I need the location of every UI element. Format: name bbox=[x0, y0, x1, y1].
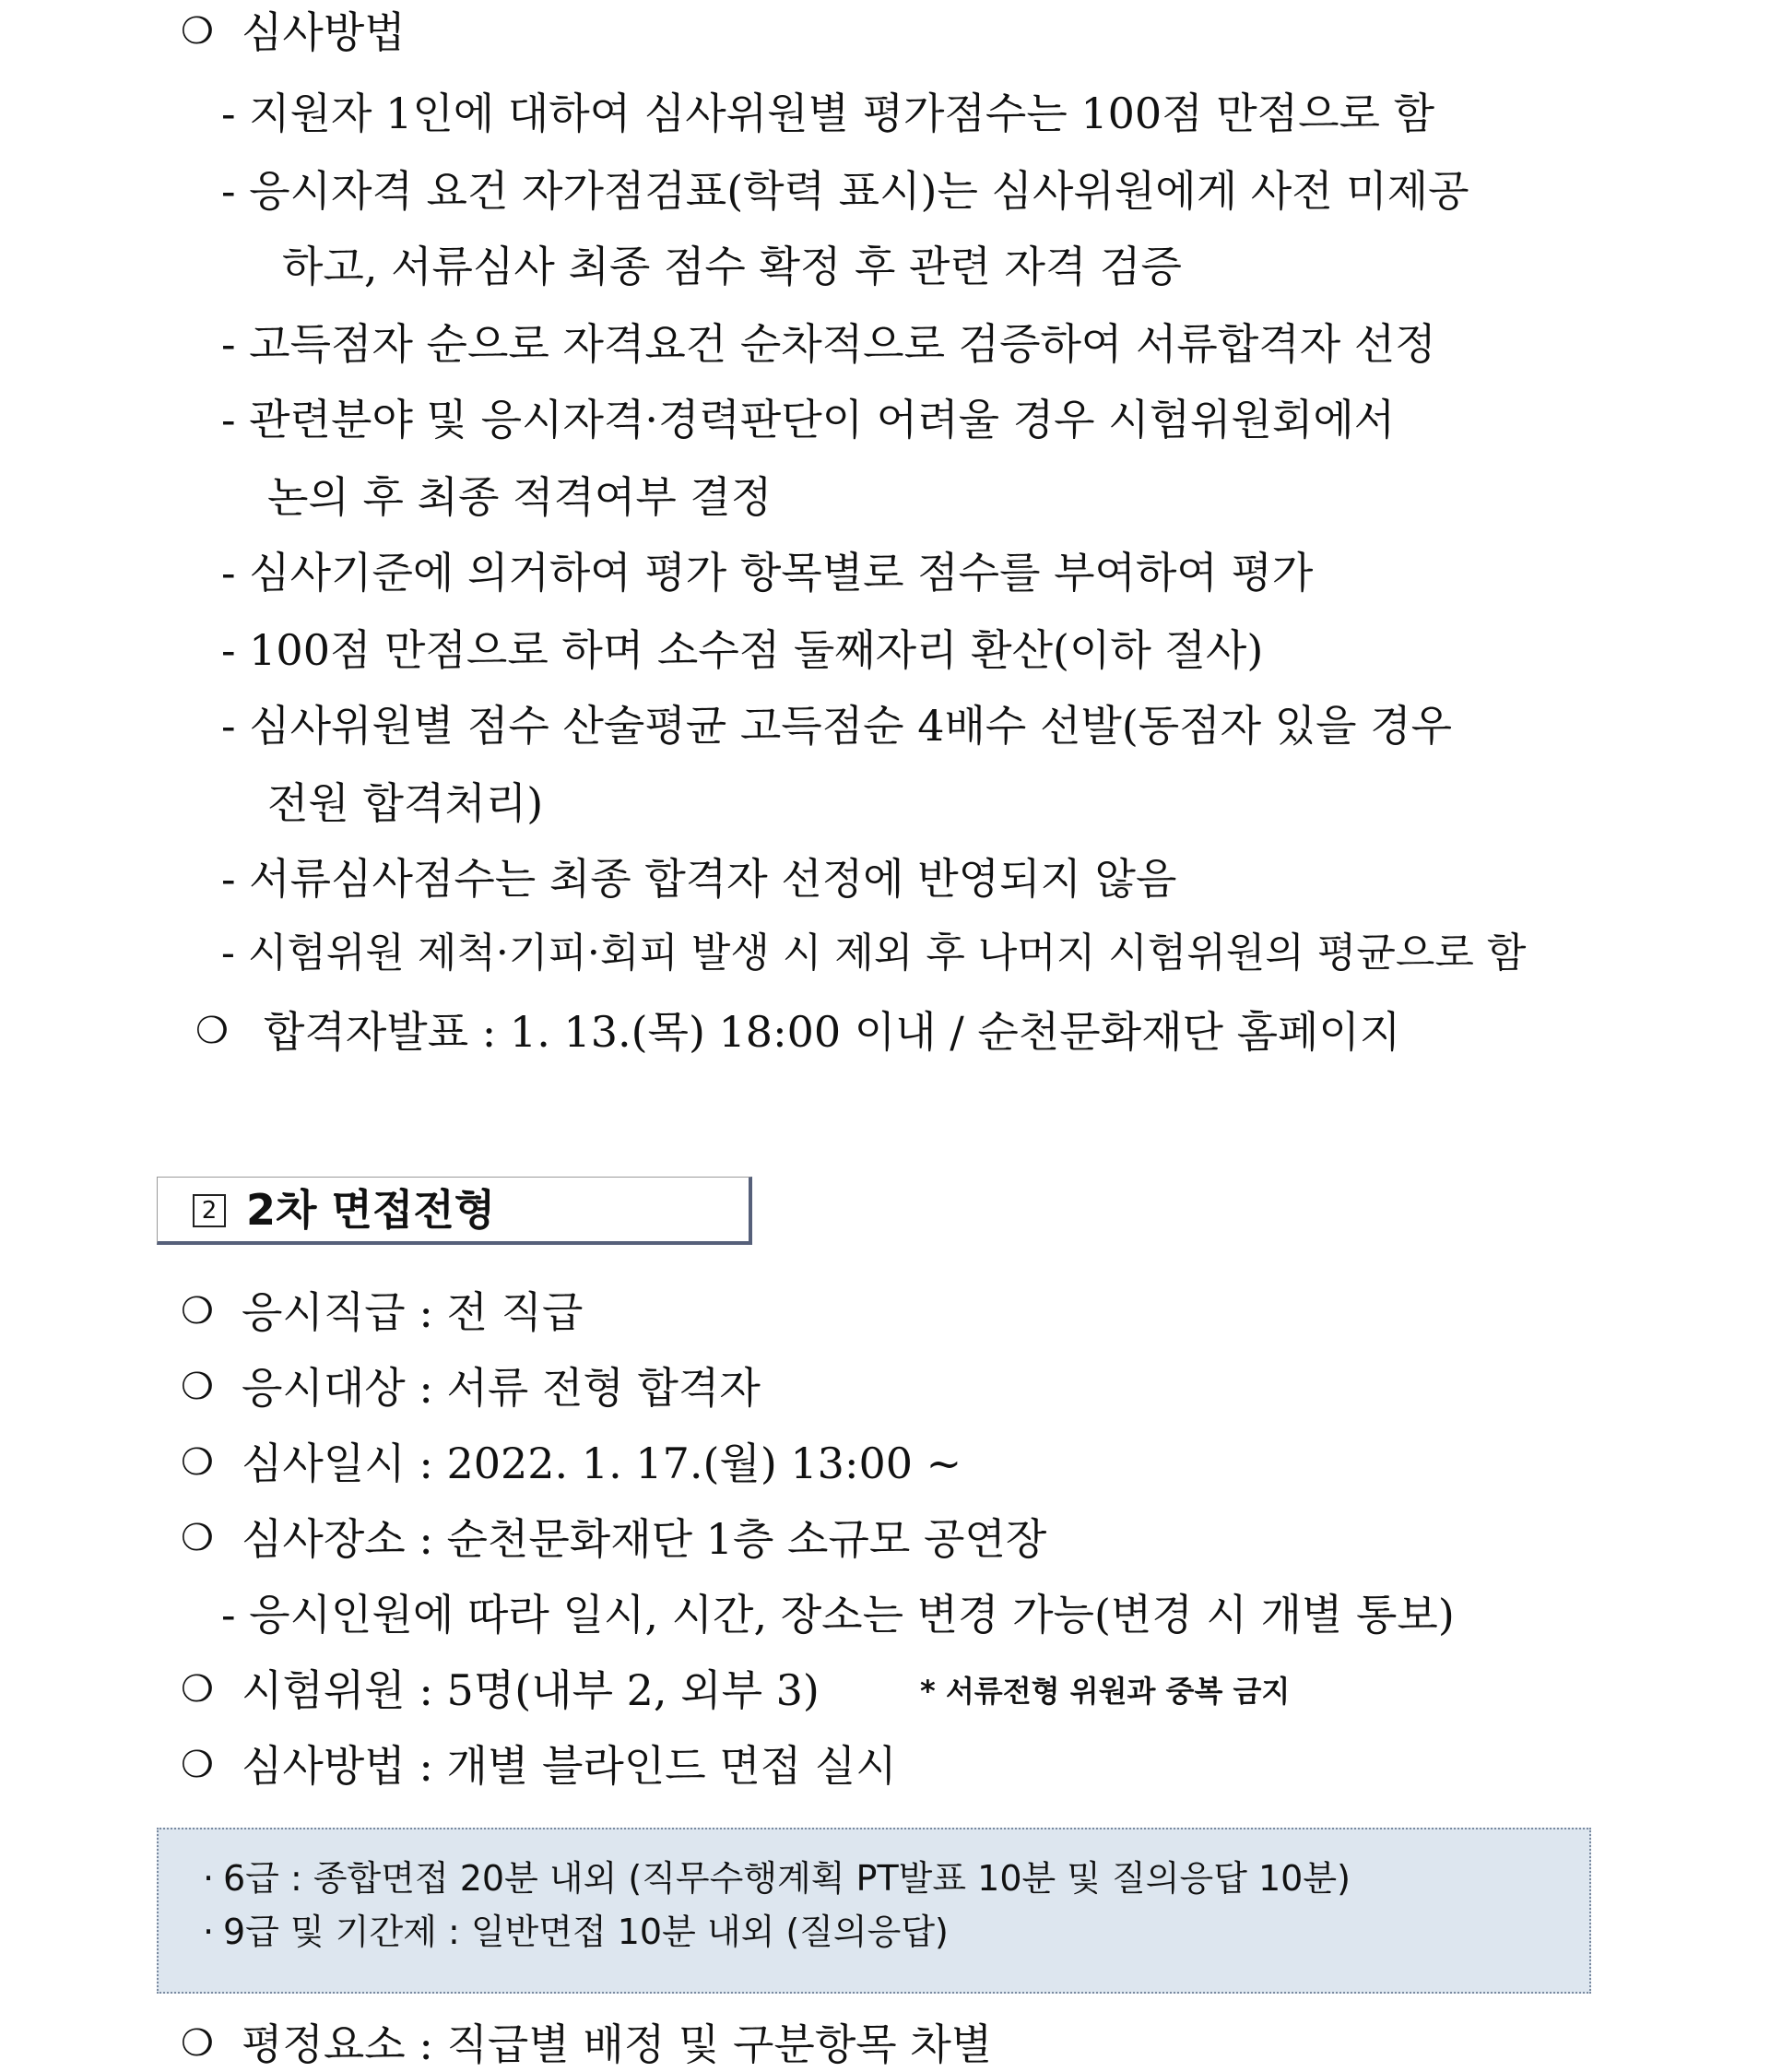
circle-bullet: ❍ bbox=[195, 1010, 229, 1052]
info-line bbox=[203, 1912, 949, 1952]
place-item: 심사장소 : 순천문화재단 1층 소규모 공연장 bbox=[242, 1514, 1047, 1564]
list-item: - 응시자격 요건 자가점검표(학력 표시)는 심사위원에게 사전 미제공 bbox=[221, 166, 1469, 216]
bullet-dot: · bbox=[203, 1858, 215, 1899]
list-item: - 관련분야 및 응시자격·경력판단이 어려울 경우 시험위원회에서 bbox=[221, 395, 1396, 444]
list-item: - 서류심사점수는 최종 합격자 선정에 반영되지 않음 bbox=[221, 854, 1177, 904]
section-header bbox=[157, 1177, 752, 1245]
list-item-continuation: 논의 후 최종 적격여부 결정 bbox=[267, 472, 773, 522]
circle-bullet: ❍ bbox=[181, 1441, 214, 1484]
examiners-item: 시험위원 : 5명(내부 2, 외부 3) bbox=[242, 1665, 820, 1715]
examiners-note: * 서류전형 위원과 중복 금지 bbox=[920, 1674, 1291, 1709]
circle-bullet: ❍ bbox=[181, 1517, 214, 1559]
info-line-text: 6급 : 종합면접 20분 내외 (직무수행계획 PT발표 10분 및 질의응답 10분) bbox=[223, 1858, 1351, 1899]
place-note: - 응시인원에 따라 일시, 시간, 장소는 변경 가능(변경 시 개별 통보) bbox=[221, 1590, 1455, 1640]
list-item: - 심사위원별 점수 산술평균 고득점순 4배수 선발(동점자 있을 경우 bbox=[221, 701, 1453, 751]
circle-bullet: ❍ bbox=[181, 1744, 214, 1786]
circle-bullet: ❍ bbox=[181, 1668, 214, 1711]
info-line-text: 9급 및 기간제 : 일반면접 10분 내외 (질의응답) bbox=[223, 1912, 949, 1952]
interview-info-box bbox=[157, 1828, 1591, 1994]
list-item: - 고득점자 순으로 자격요건 순차적으로 검증하여 서류합격자 선정 bbox=[221, 319, 1436, 369]
announcement: 합격자발표 : 1. 13.(목) 18:00 이내 / 순천문화재단 홈페이지 bbox=[264, 1007, 1401, 1057]
method-heading: 심사방법 bbox=[242, 7, 406, 57]
list-item: - 100점 만점으로 하며 소수점 둘째자리 환산(이하 절사) bbox=[221, 625, 1264, 675]
circle-bullet: ❍ bbox=[181, 10, 214, 53]
circle-bullet: ❍ bbox=[181, 1366, 214, 1408]
elements-item: 평정요소 : 직급별 배정 및 구분항목 차별 bbox=[242, 2019, 993, 2069]
circle-bullet: ❍ bbox=[181, 1290, 214, 1332]
list-item-continuation: 전원 합격처리) bbox=[267, 778, 544, 828]
bullet-dot: · bbox=[203, 1912, 215, 1952]
method-item: 심사방법 : 개별 블라인드 면접 실시 bbox=[242, 1741, 897, 1791]
info-line bbox=[203, 1858, 1351, 1899]
datetime-item: 심사일시 : 2022. 1. 17.(월) 13:00 ~ bbox=[242, 1439, 962, 1488]
section-title: 2차 면접전형 bbox=[246, 1185, 496, 1235]
target-item: 응시대상 : 서류 전형 합격자 bbox=[242, 1363, 761, 1413]
list-item-continuation: 하고, 서류심사 최종 점수 확정 후 관련 자격 검증 bbox=[282, 242, 1182, 291]
circle-bullet: ❍ bbox=[181, 2022, 214, 2065]
grade-item: 응시직급 : 전 직급 bbox=[242, 1287, 584, 1337]
list-item: - 시험위원 제척·기피·회피 발생 시 제외 후 나머지 시험위원의 평균으로 함 bbox=[221, 929, 1527, 977]
list-item: - 심사기준에 의거하여 평가 항목별로 점수를 부여하여 평가 bbox=[221, 548, 1314, 598]
section-number: 2 bbox=[193, 1194, 226, 1227]
list-item: - 지원자 1인에 대하여 심사위원별 평가점수는 100점 만점으로 함 bbox=[221, 89, 1435, 138]
